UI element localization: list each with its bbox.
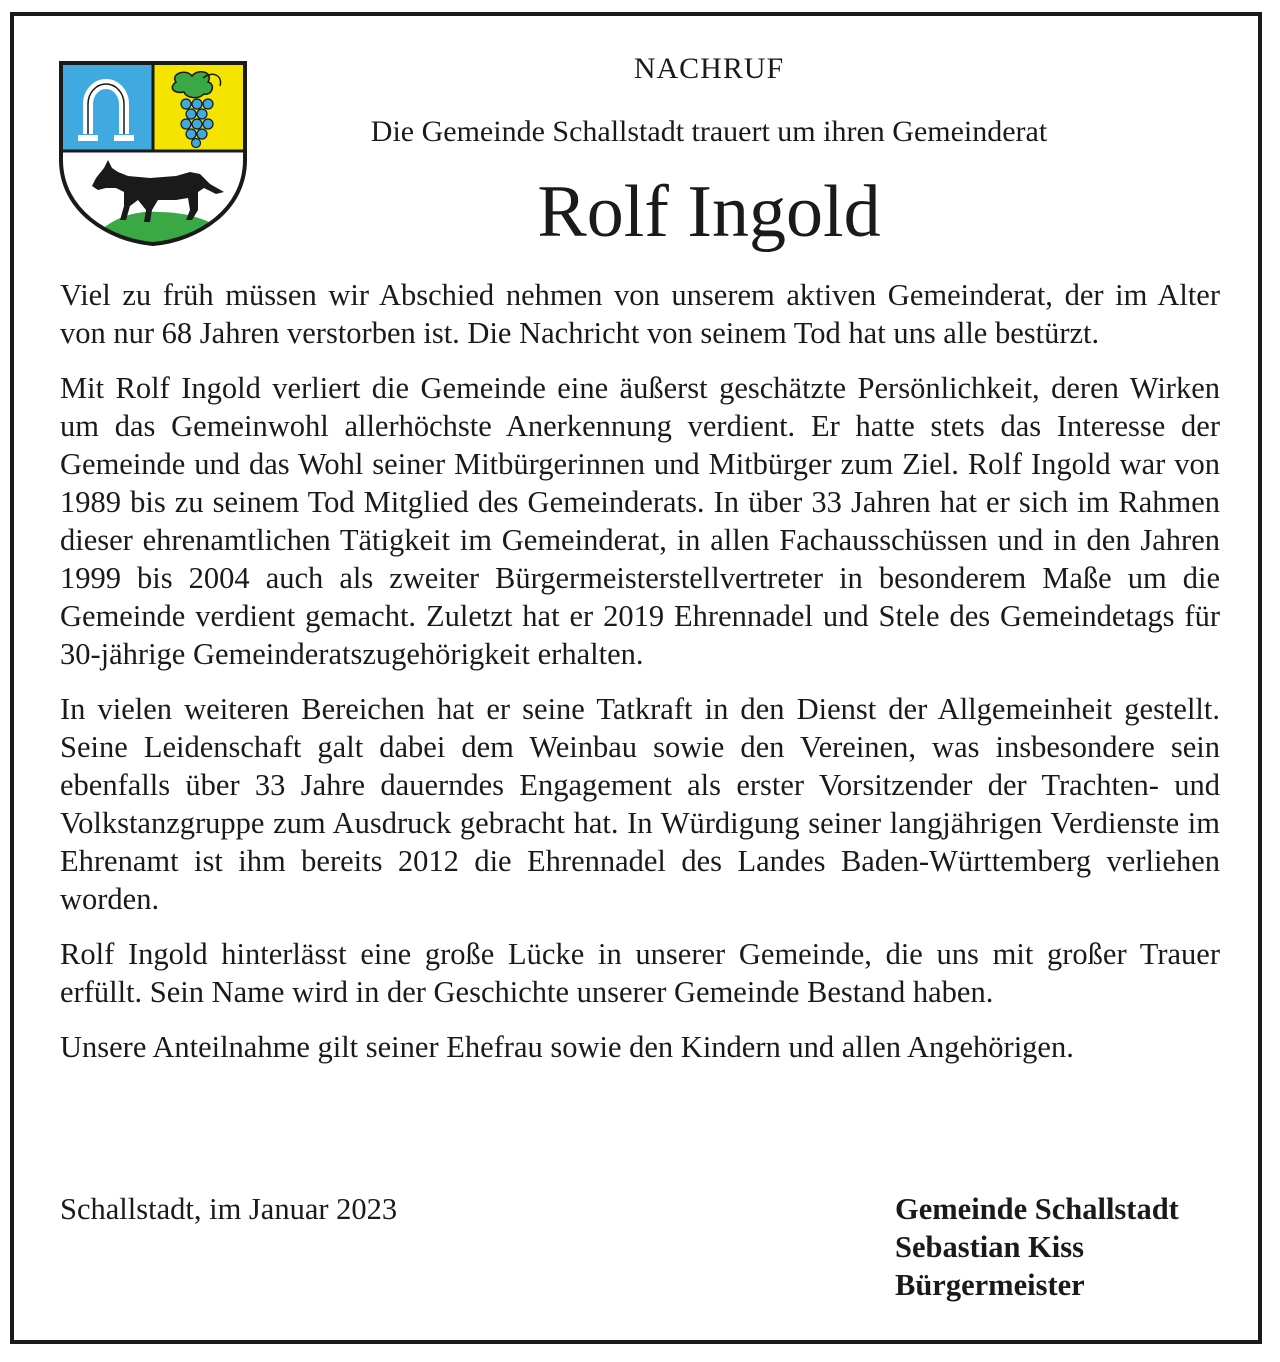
paragraph: Viel zu früh müssen wir Abschied nehmen von unserem aktiven Gemeinderat, der im Alter von nur 68 Jahren verstorben ist. Die Nachricht von seinem Tod hat uns alle bestürzt. (60, 278, 1220, 350)
notice-subtitle: Die Gemeinde Schallstadt trauert um ihren Gemeinderat (370, 115, 1048, 148)
paragraph: Rolf Ingold hinterlässt eine große Lücke in unserer Gemeinde, die uns mit großer Trauer erfüllt. Sein Name wird in der Geschichte unserer Gemeinde Bestand haben. (60, 937, 1220, 1009)
paragraph: In vielen weiteren Bereichen hat er seine Tatkraft in den Dienst der Allgemeinheit gestellt. Seine Leidenschaft galt dabei dem Weinbau sowie den Vereinen, was insbesondere sein ebenfalls über 33 Jahre dauerndes Engagement als erster Vorsitzender der Trachten- und Volkstanzgruppe zum Ausdruck gebracht hat. In Würdigung seiner langjährigen Verdienste im Ehrenamt ist ihm bereits 2012 die Ehrennadel des Landes Baden-Württemberg verliehen worden. (60, 692, 1220, 916)
signature-title: Bürgermeister (895, 1268, 1085, 1302)
signature-block (895, 1190, 1179, 1304)
deceased-name: Rolf Ingold (537, 171, 881, 253)
signature-municipality: Gemeinde Schallstadt (895, 1192, 1179, 1226)
paragraph: Mit Rolf Ingold verliert die Gemeinde eine äußerst geschätzte Persönlichkeit, deren Wirken um das Gemeinwohl allerhöchste Anerkennung verdient. Er hatte stets das Interesse der Gemeinde und das Wohl seiner Mitbürgerinnen und Mitbürger zum Ziel. Rolf Ingold war von 1989 bis zu seinem Tod Mitglied des Gemeinderats. In über 33 Jahren hat er sich im Rahmen dieser ehrenamtlichen Tätigkeit im Gemeinderat, in allen Fachausschüssen und in den Jahren 1999 bis 2004 auch als zweiter Bürgermeisterstellvertreter in besonderem Maße um die Gemeinde verdient gemacht. Zuletzt hat er 2019 Ehrennadel und Stele des Gemeindetags für 30-jährige Gemeinderatszugehörigkeit erhalten. (60, 371, 1220, 671)
paragraph: Unsere Anteilnahme gilt seiner Ehefrau sowie den Kindern und allen Angehörigen. (60, 1030, 1074, 1064)
notice-label: NACHRUF (633, 52, 785, 85)
signature-person: Sebastian Kiss (895, 1230, 1084, 1264)
place-date: Schallstadt, im Januar 2023 (60, 1192, 398, 1226)
obituary-body (60, 276, 1220, 1083)
